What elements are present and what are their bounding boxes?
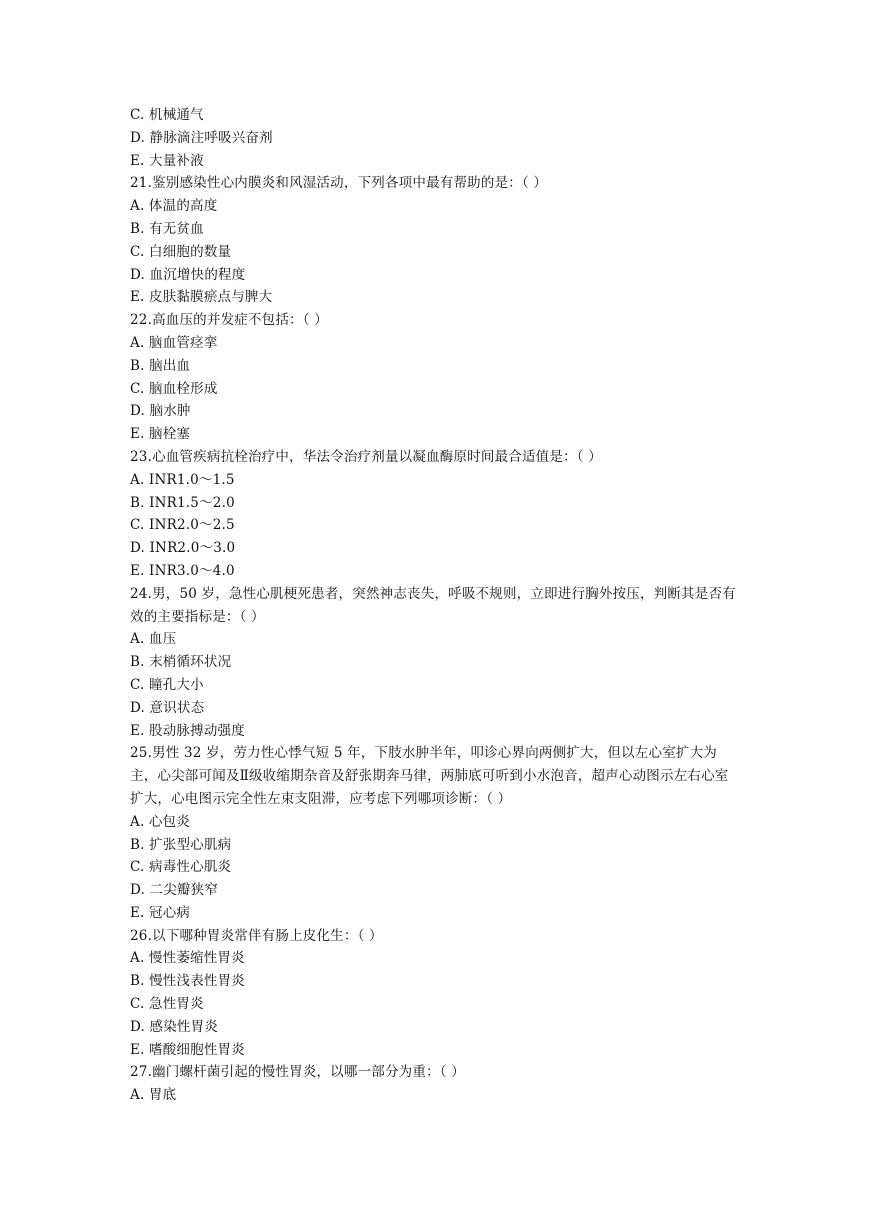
question-text: 25.男性 32 岁，劳力性心悸气短 5 年，下肢水肿半年，叩诊心界向两侧扩大，但以左心室扩大为主，心尖部可闻及Ⅱ级收缩期杂音及舒张期奔马律，两肺底可听到小水泡音，超声心动图示左右心室扩大，心电图示完全性左束支阻滞，应考虑下列哪项诊断：（ ）	[130, 745, 729, 807]
answer-option: E. 嗜酸细胞性胃炎	[130, 1041, 245, 1058]
answer-option: D. 血沉增快的程度	[130, 266, 246, 283]
answer-option: D. 静脉滴注呼吸兴奋剂	[130, 129, 273, 146]
answer-option: A. 血压	[130, 631, 177, 648]
question-text: 26.以下哪种胃炎常伴有肠上皮化生：（ ）	[130, 927, 383, 944]
answer-option: D. INR2.0～3.0	[130, 540, 236, 557]
answer-option: B. 有无贫血	[130, 220, 204, 237]
answer-option: E. 冠心病	[130, 904, 191, 921]
answer-option: B. 慢性浅表性胃炎	[130, 973, 246, 990]
answer-option: E. 股动脉搏动强度	[130, 722, 245, 739]
answer-option: C. 机械通气	[130, 107, 204, 123]
question-text: 27.幽门螺杆菌引起的慢性胃炎，以哪一部分为重：（ ）	[130, 1064, 465, 1081]
answer-option: C. 脑血栓形成	[130, 380, 218, 397]
answer-option: D. 意识状态	[130, 699, 205, 716]
answer-option: A. 脑血管痉挛	[130, 334, 218, 351]
answer-option: C. INR2.0～2.5	[130, 517, 235, 534]
answer-option: D. 感染性胃炎	[130, 1018, 219, 1035]
answer-option: C. 瞳孔大小	[130, 676, 204, 693]
answer-option: D. 脑水肿	[130, 403, 191, 420]
answer-option: E. 大量补液	[130, 152, 204, 169]
document-page	[130, 104, 742, 1107]
answer-option: B. 末梢循环状况	[130, 654, 232, 671]
question-text: 21.鉴别感染性心内膜炎和风湿活动，下列各项中最有帮助的是：（ ）	[130, 175, 548, 192]
answer-option: C. 急性胃炎	[130, 996, 204, 1013]
question-text: 24.男，50 岁，急性心肌梗死患者，突然神志丧失，呼吸不规则，立即进行胸外按压，判断其是否有效的主要指标是：（ ）	[130, 585, 736, 625]
answer-option: B. 脑出血	[130, 357, 191, 374]
answer-option: C. 白细胞的数量	[130, 243, 232, 260]
answer-option: A. 心包炎	[130, 813, 191, 830]
answer-option: B. 扩张型心肌病	[130, 836, 232, 853]
question-text: 23.心血管疾病抗栓治疗中，华法令治疗剂量以凝血酶原时间最合适值是：（ ）	[130, 448, 602, 465]
answer-option: A. INR1.0～1.5	[130, 471, 235, 488]
answer-option: E. 脑栓塞	[130, 426, 191, 443]
answer-option: A. 慢性萎缩性胃炎	[130, 950, 245, 967]
question-text: 22.高血压的并发症不包括：（ ）	[130, 312, 328, 329]
answer-option: A. 体温的高度	[130, 198, 218, 215]
answer-option: C. 病毒性心肌炎	[130, 859, 232, 876]
answer-option: E. INR3.0～4.0	[130, 562, 235, 579]
answer-option: D. 二尖瓣狭窄	[130, 882, 219, 899]
answer-option: B. INR1.5～2.0	[130, 494, 235, 511]
answer-option: A. 胃底	[130, 1087, 177, 1104]
answer-option: E. 皮肤黏膜瘀点与脾大	[130, 289, 273, 306]
